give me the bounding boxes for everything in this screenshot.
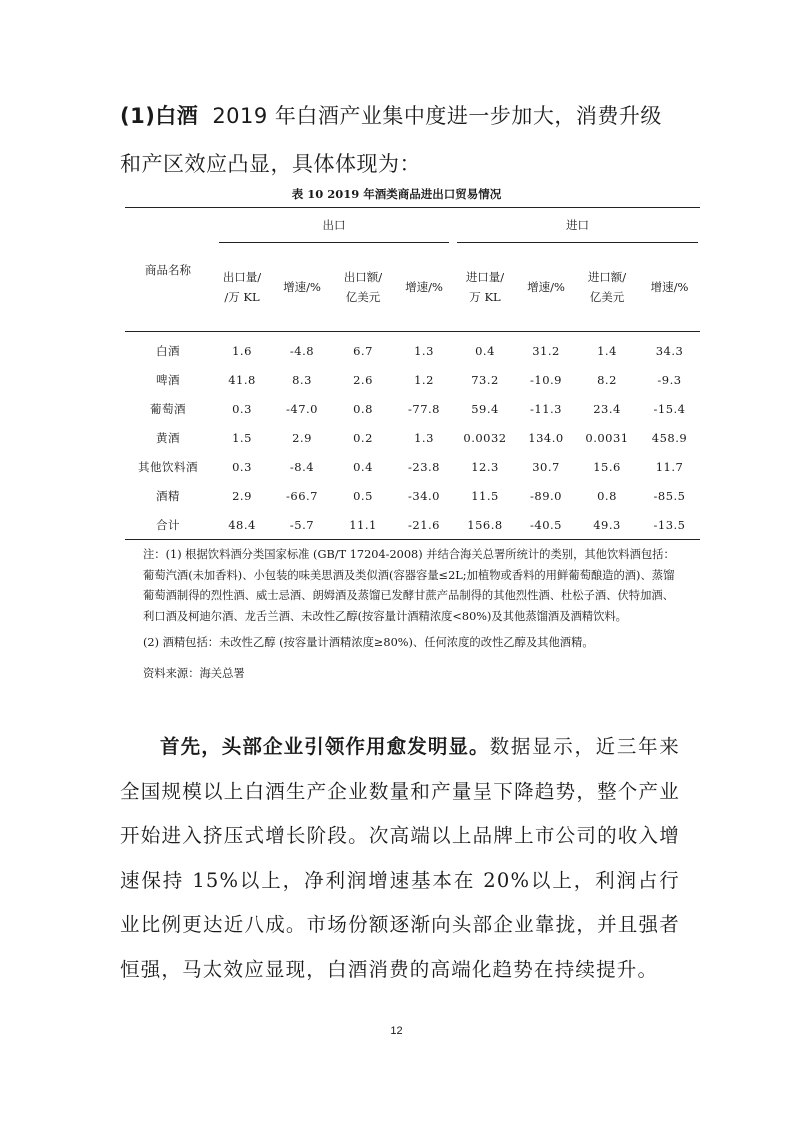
table-cell: 0.8 [597,488,617,503]
table-cell: -77.8 [408,401,440,416]
data-source: 资料来源：海关总署 [143,666,245,680]
export-group-header [211,208,453,244]
table-row [125,423,700,452]
table-cell: 31.2 [532,343,560,358]
table-cell: 0.0031 [585,430,629,445]
table-cell: 0.5 [353,488,373,503]
column-header: 出口额/ 亿美元 [343,270,383,304]
intro-paragraph [120,92,680,188]
table-row [125,452,700,481]
table-row [125,510,700,540]
table-cell: 11.1 [349,517,377,532]
table-cell: 8.3 [292,372,312,387]
table-notes [143,545,683,684]
table-cell: 49.3 [593,517,621,532]
table-cell: 156.8 [467,517,503,532]
table-cell: 0.4 [475,343,495,358]
table-title: 表 10 2019 年酒类商品进出口贸易情况 [291,187,502,201]
table-cell: 48.4 [228,517,256,532]
table-cell: 134.0 [528,430,564,445]
table-cell: 59.4 [471,401,499,416]
table-cell: -15.4 [653,401,686,416]
row-label: 白酒 [156,343,180,358]
table-cell: -34.0 [408,488,440,503]
table-cell: 2.6 [353,372,373,387]
table-cell: 1.2 [414,372,434,387]
table-cell: -21.6 [408,517,440,532]
table-cell: 30.7 [532,459,560,474]
table-row [125,365,700,394]
table-cell: -13.5 [653,517,686,532]
table-cell: 2.9 [292,430,312,445]
row-label: 合计 [156,517,180,532]
table-row [125,332,700,366]
table-cell: -11.3 [530,401,562,416]
table-cell: 0.4 [353,459,373,474]
export-group-label: 出口 [219,208,449,243]
table-cell: 34.3 [655,343,684,358]
table-cell: -5.7 [289,517,315,532]
table-cell: 458.9 [651,430,688,445]
row-label: 啤酒 [156,372,180,387]
table-cell: 0.3 [232,401,252,416]
import-group-label: 进口 [457,208,698,243]
intro-text: 2019 年白酒产业集中度进一步加大，消费升级和产区效应凸显，具体体现为： [120,104,662,176]
section-heading: (1)白酒 [120,104,199,128]
note-1: 注：(1) 根据饮料酒分类国家标准 (GB/T 17204-2008) 并结合海关总署所统计的类别，其他饮料酒包括：葡萄汽酒(未加香料)、小包装的味美思酒及类似酒(容器容量≤2L;加植物或香料的用鲜葡萄酿造的酒)、蒸馏葡萄酒制得的烈性酒、威士忌酒、朗姆酒及蒸馏已发酵甘蔗产品制得的其他烈性酒、杜松子酒、伏特加酒、利口酒及柯迪尔酒、龙舌兰酒、未改性乙醇(按容量计酒精浓度<80%)及其他蒸馏酒及酒精饮料。 [143,548,675,623]
table-cell: 0.0032 [463,430,507,445]
table-row [125,481,700,510]
table-cell: 23.4 [593,401,621,416]
body-bold-lead: 首先，头部企业引领作用愈发明显。 [160,735,490,758]
table-cell: 12.3 [471,459,499,474]
table-cell: 1.6 [232,343,252,358]
table-cell: 15.6 [593,459,621,474]
table-cell: 6.7 [353,343,373,358]
row-label: 黄酒 [156,430,180,445]
table-cell: 11.5 [471,488,499,503]
table-cell: -85.5 [653,488,686,503]
table-cell: 41.8 [228,372,256,387]
trade-table [125,207,700,540]
table-cell: -66.7 [286,488,318,503]
body-text: 数据显示，近三年来全国规模以上白酒生产企业数量和产量呈下降趋势，整个产业开始进入挤压式增长阶段。次高端以上品牌上市公司的收入增速保持 15%以上，净利润增速基本在 20%以上，利润占行业比例更达近八成。市场份额逐渐向头部企业靠拢，并且强者恒强，马太效应显现，白酒消费的高端化趋势在持续提升。 [120,735,680,981]
import-group-header [453,208,700,244]
page-number: 12 [390,1025,403,1037]
row-label: 酒精 [156,488,180,503]
table-cell: -9.3 [657,372,682,387]
table-cell: -89.0 [530,488,562,503]
body-paragraph [120,725,680,992]
column-header: 增速/% [650,280,689,294]
table-cell: -8.4 [289,459,315,474]
row-header: 商品名称 [145,262,191,277]
table-cell: 73.2 [471,372,499,387]
column-header: 进口额/ 亿美元 [587,270,627,304]
trade-table-container [125,207,700,540]
note-2: (2) 酒精包括：未改性乙醇 (按容量计酒精浓度≥80%)、任何浓度的改性乙醇及其他酒精。 [143,636,594,649]
table-cell: 0.2 [353,430,373,445]
column-header: 进口量/ 万 KL [465,270,505,304]
row-label: 其他饮料酒 [138,459,198,474]
table-cell: 1.3 [414,343,434,358]
column-header-row [125,243,700,332]
row-label: 葡萄酒 [150,401,186,416]
table-cell: -40.5 [530,517,562,532]
table-cell: 1.5 [232,430,252,445]
table-cell: 1.3 [414,430,434,445]
table-cell: -23.8 [408,459,440,474]
table-row [125,394,700,423]
table-cell: 11.7 [655,459,684,474]
group-header-row [125,208,700,244]
table-body [125,332,700,540]
table-cell: 8.2 [597,372,617,387]
column-header: 增速/% [405,280,443,294]
table-cell: -10.9 [530,372,562,387]
table-cell: 0.8 [353,401,373,416]
column-header: 增速/% [527,280,565,294]
table-cell: 1.4 [597,343,617,358]
table-cell: 0.3 [232,459,252,474]
column-header: 出口量/ /万 KL [222,270,262,304]
table-cell: -47.0 [286,401,318,416]
table-cell: -4.8 [289,343,315,358]
table-cell: 2.9 [232,488,252,503]
column-header: 增速/% [283,280,321,294]
